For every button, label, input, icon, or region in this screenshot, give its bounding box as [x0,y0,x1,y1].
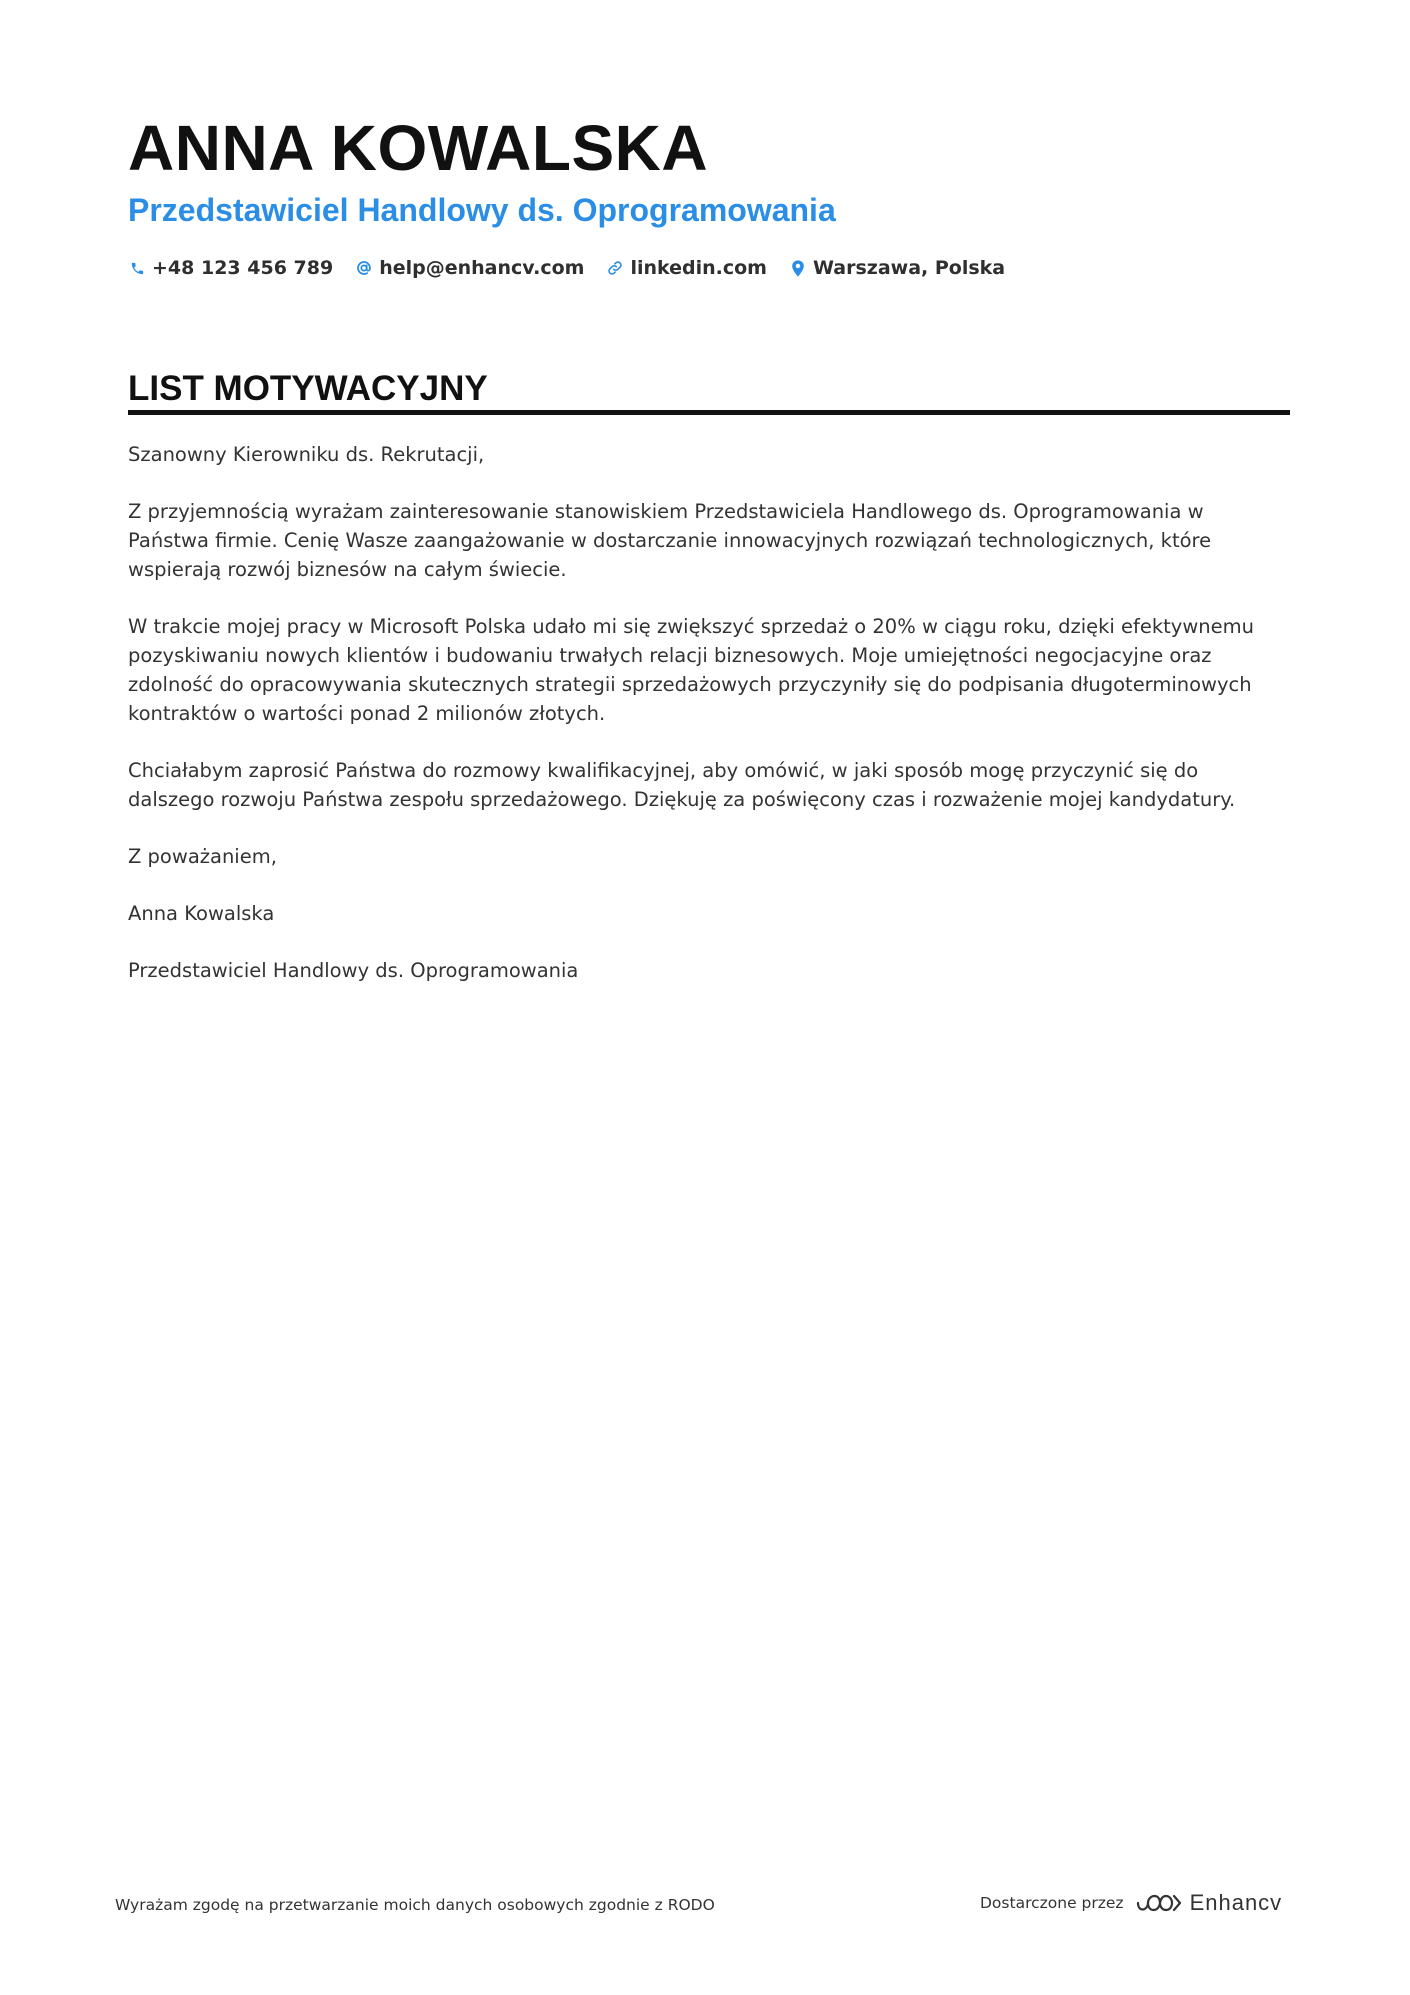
phone-icon [128,259,146,277]
footer-branding [980,1888,1282,1918]
location-text: Warszawa, Polska [812,257,1006,279]
provided-by-label: Dostarczone przez [980,1894,1124,1912]
location-pin-icon [789,259,807,277]
letter-paragraph: Z przyjemnością wyrażam zainteresowanie stanowiskiem Przedstawiciela Handlowego ds. Oprogramowania w Państwa firmie. Cenię Wasze zaangażowanie w dostarczanie innowacyjnych rozwiązań technologicznych, które wspierają rozwój biznesów na całym świecie. [128,500,1212,581]
contact-phone [128,257,333,279]
contact-bar [128,254,1027,282]
letter-body [128,440,1290,1013]
letter-paragraph: W trakcie mojej pracy w Microsoft Polska udało mi się zwiększyć sprzedaż o 20% w ciągu roku, dzięki efektywnemu pozyskiwaniu nowych klientów i budowaniu trwałych relacji biznesowych. Moje umiejętności negocjacyjne oraz zdolność do opracowywania skutecznych strategii sprzedażowych przyczyniły się do podpisania długoterminowych kontraktów o wartości ponad 2 milionów złotych. [128,615,1255,725]
signature-name: Anna Kowalska [128,902,275,925]
phone-number: +48 123 456 789 [152,257,334,279]
email-address: help@enhancv.com [379,257,585,279]
job-title: Przedstawiciel Handlowy ds. Oprogramowania [128,192,836,228]
section-divider [128,410,1290,415]
candidate-name: ANNA KOWALSKA [128,112,709,184]
link-icon [606,259,624,277]
letter-greeting: Szanowny Kierowniku ds. Rekrutacji, [128,443,485,466]
contact-location [789,257,1005,279]
gdpr-consent-note: Wyrażam zgodę na przetwarzanie moich danych osobowych zgodnie z RODO [115,1896,715,1914]
enhancv-logo-icon [1136,1890,1182,1916]
section-title: LIST MOTYWACYJNY [128,369,488,408]
contact-linkedin [606,257,767,279]
brand-name: Enhancv [1189,1890,1283,1915]
at-icon [355,259,373,277]
linkedin-url: linkedin.com [630,257,767,279]
letter-closing: Z poważaniem, [128,845,277,868]
letter-paragraph: Chciałabym zaprosić Państwa do rozmowy kwalifikacyjnej, aby omówić, w jaki sposób mogę przyczynić się do dalszego rozwoju Państwa zespołu sprzedażowego. Dziękuję za poświęcony czas i rozważenie mojej kandydatury. [128,759,1236,811]
contact-email [355,257,584,279]
signature-title: Przedstawiciel Handlowy ds. Oprogramowania [128,959,579,982]
